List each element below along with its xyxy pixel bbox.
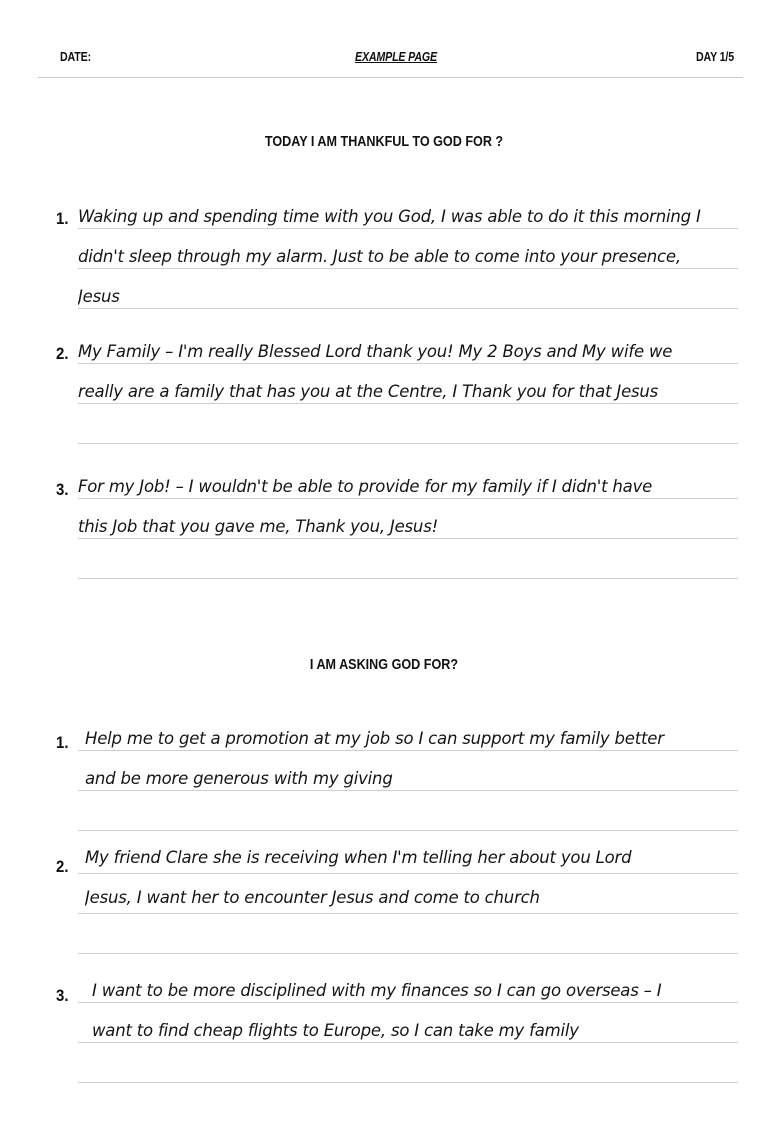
asking-item-2-line-1: My friend Clare she is receiving when I'm telling her about you Lord bbox=[85, 848, 632, 867]
asking-item-1-line-1: Help me to get a promotion at my job so I can support my family better bbox=[85, 729, 664, 748]
writing-line bbox=[78, 750, 738, 751]
day-counter: DAY 1/5 bbox=[696, 49, 734, 64]
date-label: DATE: bbox=[60, 49, 91, 64]
writing-line bbox=[78, 913, 738, 914]
writing-line bbox=[78, 308, 738, 309]
writing-line bbox=[78, 1002, 738, 1003]
thankful-item-3-line-2: this Job that you gave me, Thank you, Jesus! bbox=[78, 517, 439, 536]
page-title: EXAMPLE PAGE bbox=[355, 49, 437, 64]
thankful-item-3-line-1: For my Job! – I wouldn't be able to provide for my family if I didn't have bbox=[78, 477, 653, 496]
asking-item-1-number: 1. bbox=[56, 733, 69, 752]
thankful-heading: TODAY I AM THANKFUL TO GOD FOR ? bbox=[264, 133, 504, 150]
asking-item-3-line-1: I want to be more disciplined with my finances so I can go overseas – I bbox=[92, 981, 662, 1000]
asking-item-2-line-2: Jesus, I want her to encounter Jesus and come to church bbox=[85, 888, 540, 907]
writing-line bbox=[78, 873, 738, 874]
thankful-item-3-number: 3. bbox=[56, 480, 69, 499]
writing-line bbox=[78, 790, 738, 791]
thankful-item-2-number: 2. bbox=[56, 344, 69, 363]
writing-line bbox=[78, 403, 738, 404]
writing-line bbox=[78, 363, 738, 364]
writing-line bbox=[78, 578, 738, 579]
thankful-item-1-number: 1. bbox=[56, 209, 69, 228]
writing-line bbox=[78, 1042, 738, 1043]
writing-line bbox=[78, 228, 738, 229]
asking-item-3-number: 3. bbox=[56, 986, 69, 1005]
writing-line bbox=[78, 443, 738, 444]
writing-line bbox=[78, 1082, 738, 1083]
thankful-item-2-line-2: really are a family that has you at the Centre, I Thank you for that Jesus bbox=[78, 382, 659, 401]
thankful-item-1-line-3: Jesus bbox=[78, 287, 120, 306]
writing-line bbox=[78, 268, 738, 269]
asking-heading: I AM ASKING GOD FOR? bbox=[309, 656, 459, 673]
writing-line bbox=[78, 830, 738, 831]
asking-item-3-line-2: want to find cheap flights to Europe, so I can take my family bbox=[92, 1021, 579, 1040]
thankful-item-2-line-1: My Family – I'm really Blessed Lord thank you! My 2 Boys and My wife we bbox=[78, 342, 673, 361]
writing-line bbox=[78, 953, 738, 954]
thankful-item-1-line-1: Waking up and spending time with you God, I was able to do it this morning I bbox=[78, 207, 701, 226]
writing-line bbox=[78, 538, 738, 539]
asking-item-2-number: 2. bbox=[56, 857, 69, 876]
writing-line bbox=[78, 498, 738, 499]
header-divider bbox=[38, 77, 743, 78]
asking-item-1-line-2: and be more generous with my giving bbox=[85, 769, 393, 788]
thankful-item-1-line-2: didn't sleep through my alarm. Just to be able to come into your presence, bbox=[78, 247, 681, 266]
